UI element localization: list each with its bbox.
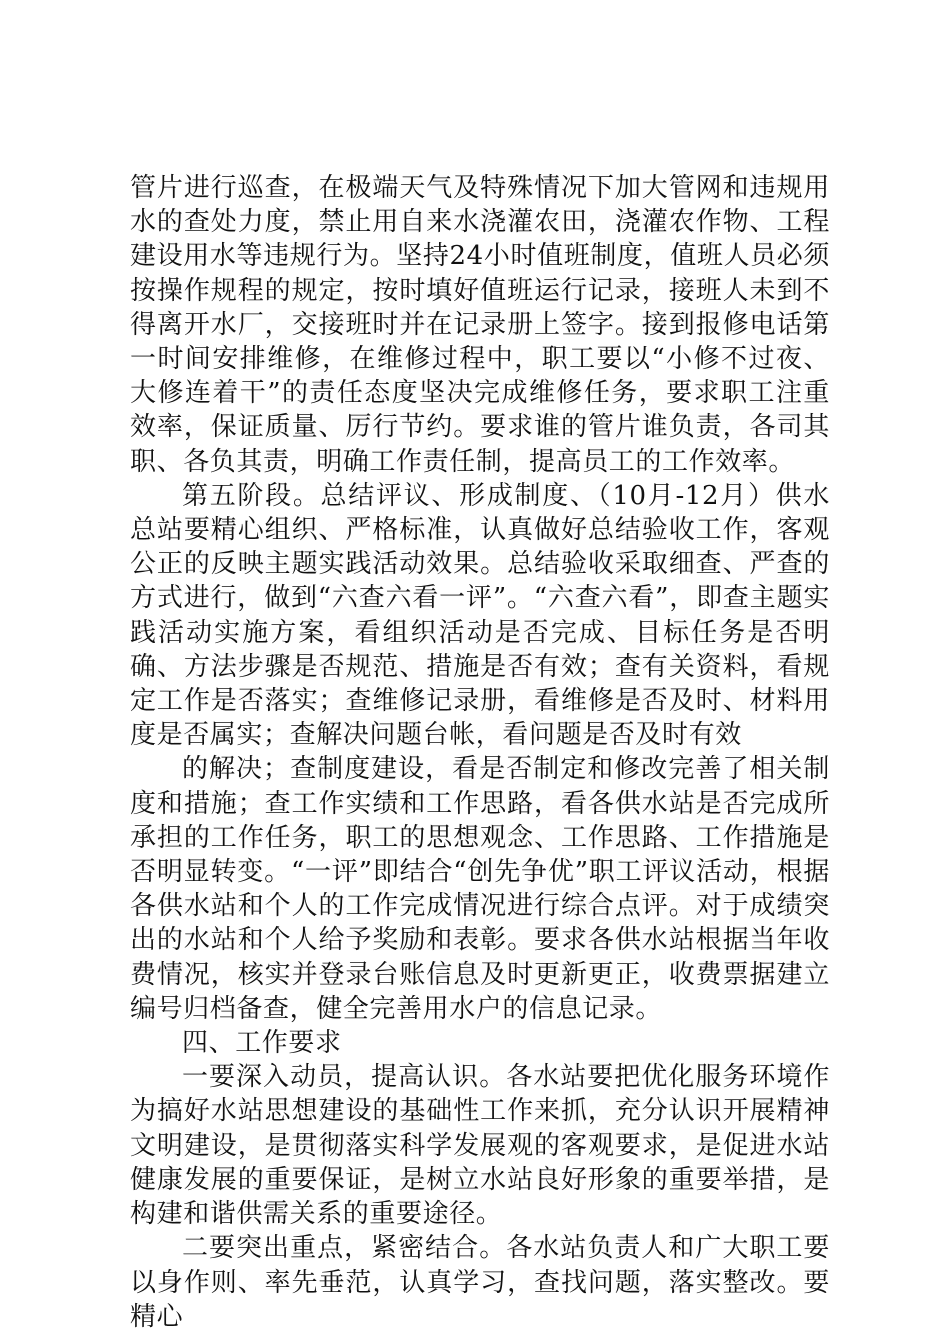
paragraph-phase-five: 第五阶段。总结评议、形成制度、（10月-12月）供水总站要精心组织、严格标准，认真做好总结验收工作，客观公正的反映主题实践活动效果。总结验收采取细查、严查的方式进行，做到“六查六看一评”。“六查六看”，即查主题实践活动实施方案，看组织活动是否完成、目标任务是否明确、方法步骤是否规范、措施是否有效；查有关资料，看规定工作是否落实；查维修记录册，看维修是否及时、材料用度是否属实；查解决问题台帐，看问题是否及时有效 [130, 480, 830, 751]
paragraph-requirement-two: 二要突出重点，紧密结合。各水站负责人和广大职工要以身作则、率先垂范，认真学习，查找问题，落实整改。要精心 [130, 1233, 830, 1332]
paragraph-phase-five-continued: 的解决；查制度建设，看是否制定和修改完善了相关制度和措施；查工作实绩和工作思路，看各供水站是否完成所承担的工作任务，职工的思想观念、工作思路、工作措施是否明显转变。“一评”即结合“创先争优”职工评议活动，根据各供水站和个人的工作完成情况进行综合点评。对于成绩突出的水站和个人给予奖励和表彰。要求各供水站根据当年收费情况，核实并登录台账信息及时更新更正，收费票据建立编号归档备查，健全完善用水户的信息记录。 [130, 754, 830, 1024]
paragraph-requirement-one: 一要深入动员，提高认识。各水站要把优化服务环境作为搞好水站思想建设的基础性工作来抓，充分认识开展精神文明建设，是贯彻落实科学发展观的客观要求，是促进水站健康发展的重要保证，是树立水站良好形象的重要举措，是构建和谐供需关系的重要途径。 [130, 1062, 830, 1230]
paragraph-continuation: 管片进行巡查，在极端天气及特殊情况下加大管网和违规用水的查处力度，禁止用自来水浇灌农田，浇灌农作物、工程建设用水等违规行为。坚持24小时值班制度，值班人员必须按操作规程的规定，按时填好值班运行记录，接班人未到不得离开水厂，交接班时并在记录册上签字。接到报修电话第一时间安排维修，在维修过程中，职工要以“小修不过夜、大修连着干”的责任态度坚决完成维修任务，要求职工注重效率，保证质量、厉行节约。要求谁的管片谁负责，各司其职、各负其责，明确工作责任制，提高员工的工作效率。 [130, 173, 830, 477]
section-heading-work-requirements: 四、工作要求 [182, 1028, 342, 1059]
document-body [130, 171, 830, 1334]
